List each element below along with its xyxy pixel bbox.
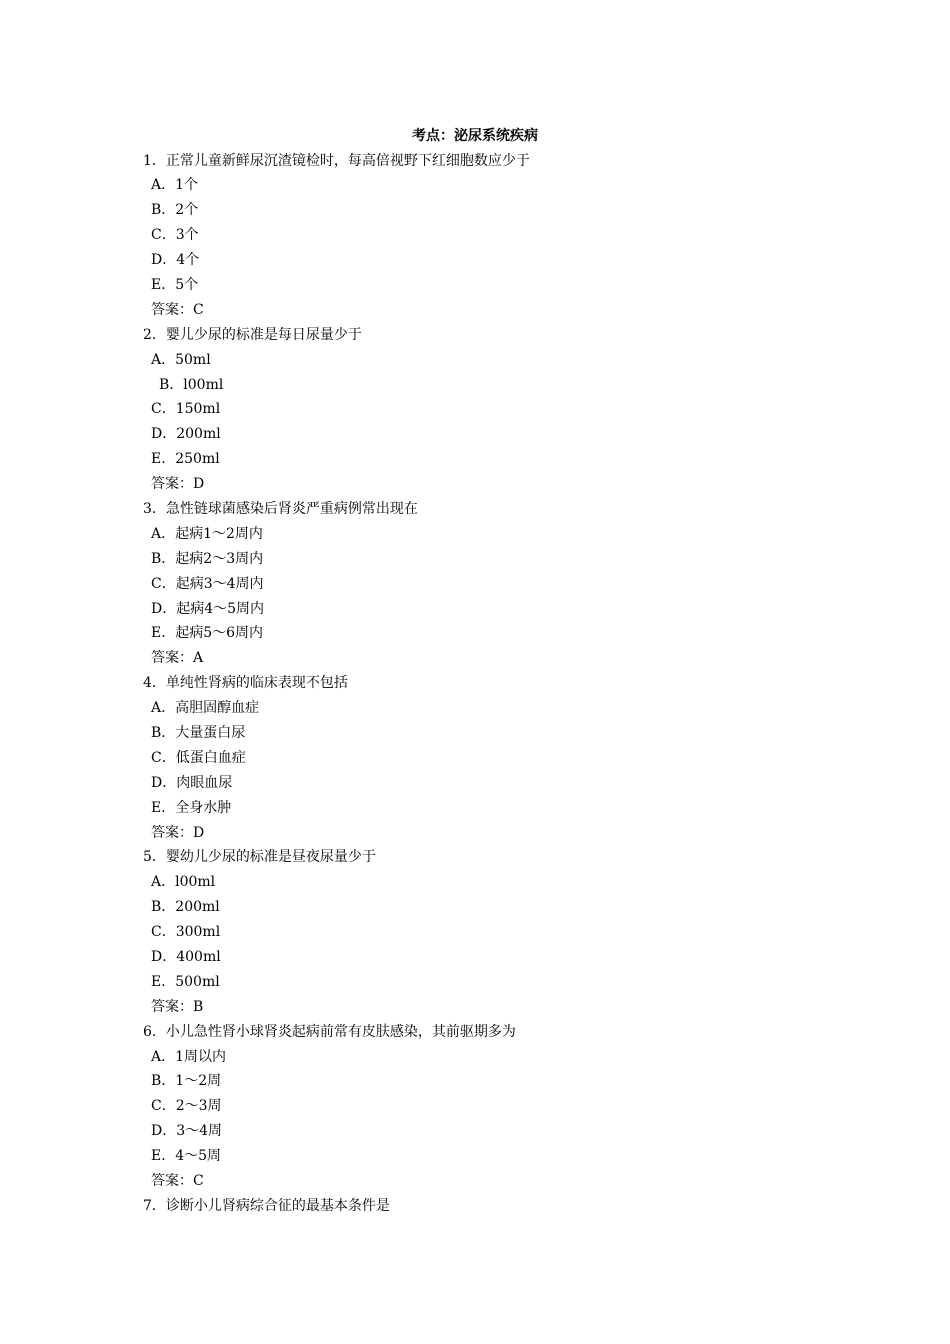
answer: 答案：D bbox=[151, 824, 205, 841]
question-stem: 7．诊断小儿肾病综合征的最基本条件是 bbox=[143, 1197, 390, 1214]
option-a: A．1个 bbox=[151, 177, 199, 194]
option-b: B．起病2～3周内 bbox=[151, 550, 264, 567]
option-a: A．高胆固醇血症 bbox=[151, 700, 260, 717]
option-b: B．l00ml bbox=[159, 376, 224, 393]
option-c: C．300ml bbox=[151, 924, 221, 941]
question-stem: 1．正常儿童新鲜尿沉渣镜检时，每高倍视野下红细胞数应少于 bbox=[143, 152, 530, 169]
answer: 答案：B bbox=[151, 998, 204, 1015]
option-e: E．5个 bbox=[151, 276, 199, 293]
option-e: E．500ml bbox=[151, 973, 220, 990]
option-d: D．肉眼血尿 bbox=[151, 774, 233, 791]
option-d: D．起病4～5周内 bbox=[151, 600, 265, 617]
option-c: C．低蛋白血症 bbox=[151, 749, 246, 766]
option-c: C．起病3～4周内 bbox=[151, 575, 264, 592]
option-b: B．200ml bbox=[151, 899, 220, 916]
option-b: B．2个 bbox=[151, 202, 199, 219]
option-c: C．2～3周 bbox=[151, 1098, 222, 1115]
option-d: D．4个 bbox=[151, 252, 200, 269]
option-d: D．3～4周 bbox=[151, 1123, 223, 1140]
option-e: E．起病5～6周内 bbox=[151, 625, 264, 642]
question-stem: 6．小儿急性肾小球肾炎起病前常有皮肤感染，其前驱期多为 bbox=[143, 1023, 516, 1040]
option-c: C．3个 bbox=[151, 227, 199, 244]
option-e: E．4～5周 bbox=[151, 1148, 222, 1165]
option-b: B．大量蛋白尿 bbox=[151, 724, 246, 741]
question-stem: 3．急性链球菌感染后肾炎严重病例常出现在 bbox=[143, 500, 418, 517]
option-e: E．全身水肿 bbox=[151, 799, 232, 816]
answer: 答案：C bbox=[151, 1173, 204, 1190]
option-a: A．1周以内 bbox=[151, 1048, 227, 1065]
option-a: A．起病1～2周内 bbox=[151, 525, 263, 542]
page-title: 考点：泌尿系统疾病 bbox=[412, 128, 538, 144]
option-e: E．250ml bbox=[151, 451, 220, 468]
answer: 答案：A bbox=[151, 650, 204, 667]
answer: 答案：D bbox=[151, 476, 205, 493]
option-b: B．1～2周 bbox=[151, 1073, 222, 1090]
question-stem: 5．婴幼儿少尿的标准是昼夜尿量少于 bbox=[143, 849, 376, 866]
option-d: D．400ml bbox=[151, 949, 221, 965]
question-stem: 2．婴儿少尿的标准是每日尿量少于 bbox=[143, 326, 362, 343]
question-list bbox=[143, 149, 843, 1219]
answer: 答案：C bbox=[151, 301, 204, 318]
question-stem: 4．单纯性肾病的临床表现不包括 bbox=[143, 675, 348, 692]
option-a: A．50ml bbox=[151, 351, 211, 368]
option-a: A．l00ml bbox=[151, 874, 216, 891]
option-d: D．200ml bbox=[151, 426, 221, 443]
option-c: C．150ml bbox=[151, 401, 221, 418]
